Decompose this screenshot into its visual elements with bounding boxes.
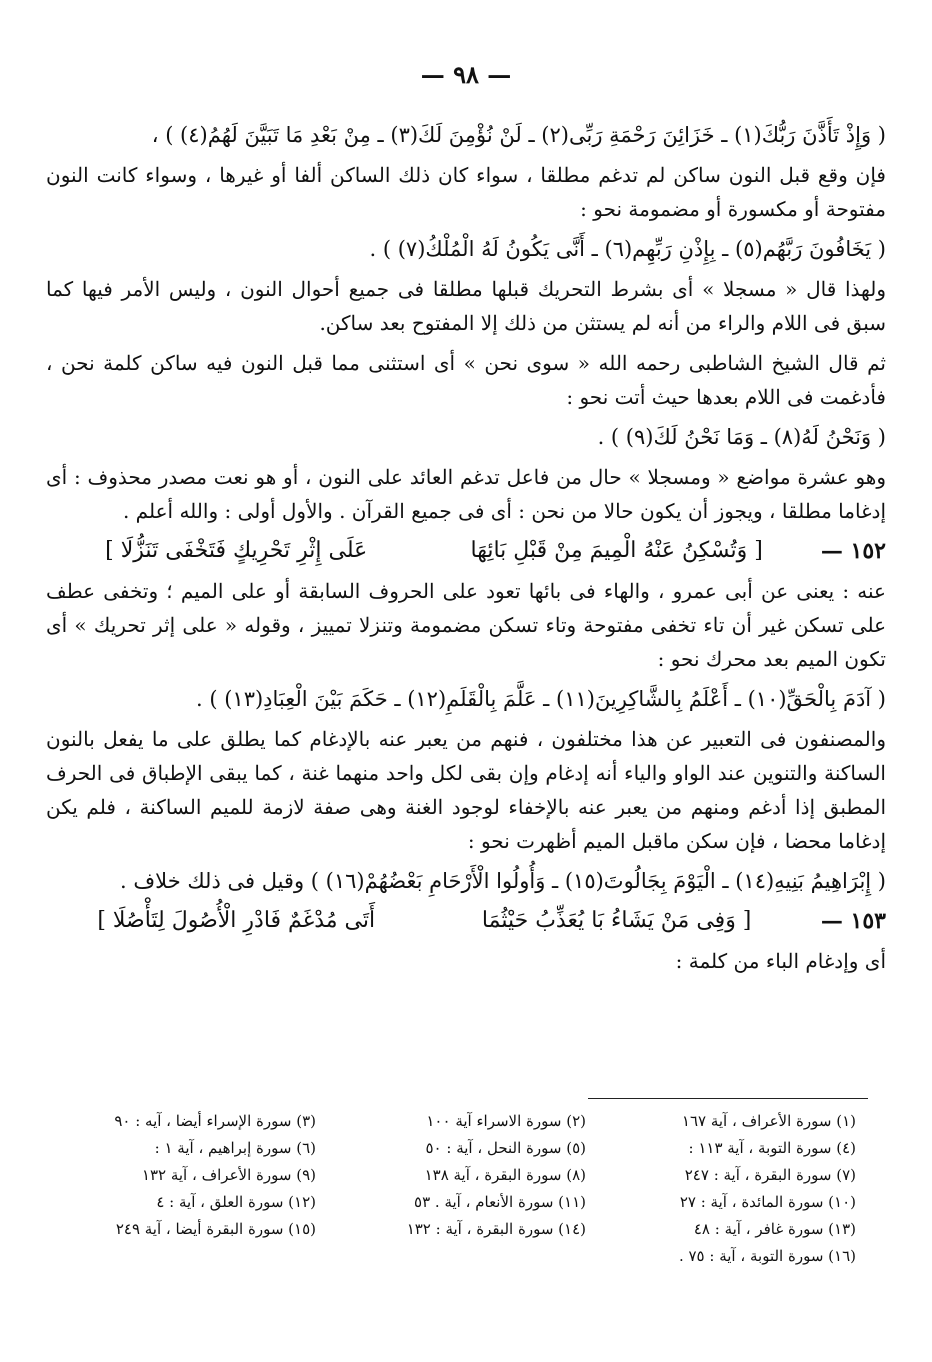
footnote: (١٢) سورة العلق ، آية : ٤ <box>156 1193 316 1211</box>
verse-first-hemistich: [ وَفِى مَنْ يَشَاءُ بَا يُعَذِّبُ حَيْثُمَا <box>481 908 752 933</box>
footnote: (٨) سورة البقرة ، آية ١٣٨ <box>424 1166 586 1184</box>
footnote: (١٠) سورة المائدة ، آية : ٢٧ <box>679 1193 856 1211</box>
footnote-row <box>46 1108 856 1135</box>
verse-number: ١٥٣ — <box>820 908 886 934</box>
quran-citation: ( آدَمَ بِالْحَقِّ(١٠) ـ أَعْلَمُ بِالشَّاكِرِينَ(١١) ـ عَلَّمَ بِالْقَلَمِ(١٢) ـ حَكَمَ بَيْنَ الْعِبَادِ(١٣) ) . <box>196 687 886 711</box>
footnote-row <box>46 1162 856 1189</box>
footnote: (١٦) سورة التوبة ، آية : ٧٥ . <box>678 1247 856 1265</box>
footnote: (١٤) سورة البقرة ، آية : ١٣٢ <box>406 1220 586 1238</box>
footnote: (١١) سورة الأنعام ، آية . ٥٣ <box>414 1193 586 1211</box>
body-text <box>46 118 886 984</box>
footnote-divider <box>588 1098 868 1099</box>
footnote: (٧) سورة البقرة ، آية : ٢٤٧ <box>684 1166 856 1184</box>
page-number: — ٩٨ — <box>420 60 512 89</box>
footnote: (٩) سورة الأعراف ، آية ١٣٢ <box>141 1166 316 1184</box>
quran-citation: ( يَخَافُونَ رَبَّهُم(٥) ـ بِإِذْنِ رَبِّهِم(٦) ـ أَنَّى يَكُونُ لَهُ الْمُلْكُ(٧) ) . <box>369 237 886 261</box>
footnote: (١٣) سورة غافر ، آية : ٤٨ <box>693 1220 856 1238</box>
verse-first-hemistich: [ وَتُسْكِنُ عَنْهُ الْمِيمَ مِنْ قَبْلِ بَائِهَا <box>470 538 763 563</box>
quran-citation: ( إِبْرَاهِيمُ بَنِيهِ(١٤) ـ الْيَوْمَ بِجَالُوتَ(١٥) ـ وَأُولُوا الْأَرْحَامِ بَعْضُهُمْ(١٦) ) وقيل فى ذلك خلاف . <box>120 869 886 893</box>
commentary-paragraph: وهو عشرة مواضع « ومسجلا » حال من فاعل تدغم العائد على النون ، أو هو نعت مصدر محذوف : أى إدغاما مطلقا ، ويجوز أن يكون حالا من نحن : أى فى جميع القرآن . والأول أولى : والله أعلم . <box>46 465 886 523</box>
quran-citation: ( وَإِذْ تَأَذَّنَ رَبُّكَ(١) ـ خَزَائِنَ رَحْمَةِ رَبِّى(٢) ـ لَنْ نُؤْمِنَ لَكَ(٣) ـ مِنْ بَعْدِ مَا تَبَيَّنَ لَهُمُ(٤) ) ، <box>151 123 886 147</box>
footnote: (٢) سورة الاسراء آية ١٠٠ <box>426 1112 586 1130</box>
footnote-row <box>46 1216 856 1243</box>
quran-citation: ( وَنَحْنُ لَهُ(٨) ـ وَمَا نَحْنُ لَكَ(٩) ) . <box>597 425 886 449</box>
commentary-paragraph: ثم قال الشيخ الشاطبى رحمه الله « سوى نحن » أى استثنى مما قبل النون فيه ساكن كلمة نحن ، فأدغمت فى اللام بعدها حيث أتت نحو : <box>46 351 886 409</box>
footnote: (٦) سورة إبراهيم ، آية ١ : <box>154 1139 316 1157</box>
commentary-paragraph: ولهذا قال « مسجلا » أى بشرط التحريك قبلها مطلقا فى جميع أحوال النون ، وليس الأمر فيها كما سبق فى اللام والراء من أنه لم يستثن من ذلك إلا المفتوح بعد ساكن. <box>46 277 886 335</box>
footnote: (٤) سورة التوبة ، آية ١١٣ : <box>688 1139 856 1157</box>
footnote-row <box>46 1189 856 1216</box>
footnote: (١) سورة الأعراف ، آية ١٦٧ <box>681 1112 856 1130</box>
footnote: (٣) سورة الإسراء أيضا ، آيه : ٩٠ <box>114 1112 316 1130</box>
commentary-paragraph: والمصنفون فى التعبير عن هذا مختلفون ، فنهم من يعبر عنه بالإدغام كما يطلق على ما يفعل بالنون الساكنة والتنوين عند الواو والياء أنه إدغام وإن بقى لكل واحد منهما غنة ، كما يبقى الإطباق فى الحرف المطبق إذا أدغم ومنهم من يعبر عنه بالإخفاء لوجود الغنة وهى صفة لازمة للميم الساكنة ، فلم يكن إدغاما محضا ، فإن سكن ماقبل الميم أظهرت نحو : <box>46 727 887 853</box>
verse-second-hemistich: أَتَى مُدْغَمٌ فَادْرِ الْأُصُولَ لِتَأْصُلَا ] <box>97 908 376 933</box>
footnote: (٥) سورة النحل ، آية : ٥٠ <box>425 1139 586 1157</box>
poem-verse <box>46 904 886 938</box>
verse-number: ١٥٢ — <box>820 538 886 564</box>
commentary-paragraph: فإن وقع قبل النون ساكن لم تدغم مطلقا ، سواء كان ذلك الساكن ألفا أو غيرها ، وسواء كانت النون مفتوحة أو مكسورة أو مضمومة نحو : <box>46 163 886 221</box>
commentary-paragraph: عنه : يعنى عن أبى عمرو ، والهاء فى بائها تعود على الحروف السابقة أو على الميم ؛ وتخفى عطف على تسكن غير أن تاء تخفى مفتوحة وتاء تسكن مضمومة وتنزلا تمييز ، وقوله « على إثر تحريك » أى تكون الميم بعد محرك نحو : <box>46 579 886 671</box>
verse-second-hemistich: عَلَى إِثْرِ تَحْرِيكٍ فَتَخْفَى تَنَزُّلَا ] <box>105 538 368 563</box>
footnote <box>316 1243 586 1270</box>
footnote-row <box>46 1135 856 1162</box>
footnote: (١٥) سورة البقرة أيضا ، آية ٢٤٩ <box>115 1220 316 1238</box>
footnote-row <box>46 1243 856 1270</box>
footnote <box>46 1243 316 1270</box>
poem-verse <box>46 534 886 568</box>
footnotes <box>46 1108 856 1270</box>
commentary-paragraph: أى وإدغام الباء من كلمة : <box>675 949 886 973</box>
